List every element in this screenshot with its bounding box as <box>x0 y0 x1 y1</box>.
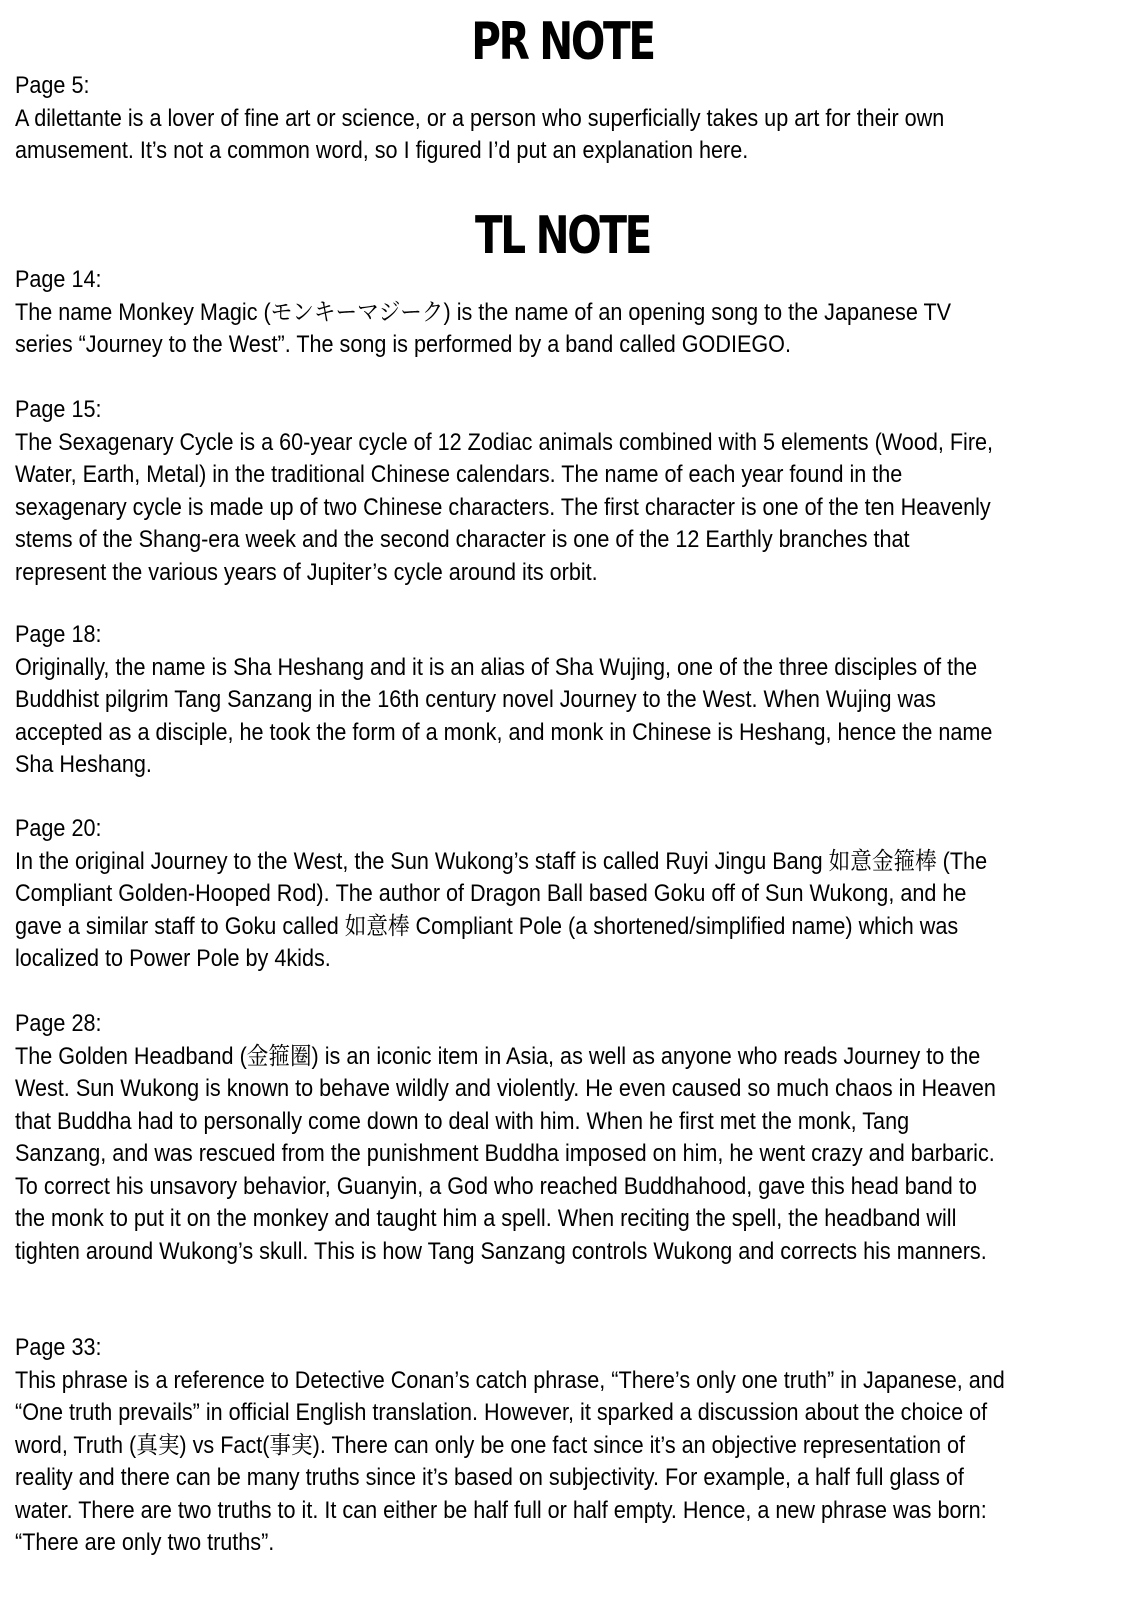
note-page-label: Page 18: <box>15 621 102 648</box>
note-page-28 <box>15 1008 1005 1268</box>
note-text: This phrase is a reference to Detective Conan’s catch phrase, “There’s only one truth” in Japanese, and “One truth prevails” in official English translation. However, it sparked a discussion about the choice of word, Truth (真実) vs Fact(事実). There can only be one fact since it’s an objective representation of reality and there can be many truths since it’s based on subjectivity. For example, a half full glass of water. There are two truths to it. It can either be half full or half empty. Hence, a new phrase was born: “There are only two truths”. <box>15 1366 1005 1556</box>
note-text: Originally, the name is Sha Heshang and it is an alias of Sha Wujing, one of the three disciples of the Buddhist pilgrim Tang Sanzang in the 16th century novel Journey to the West. When Wujing was accepted as a disciple, he took the form of a monk, and monk in Chinese is Heshang, hence the name Sha Heshang. <box>15 653 993 778</box>
note-text: The Sexagenary Cycle is a 60-year cycle of 12 Zodiac animals combined with 5 elements (Wood, Fire, Water, Earth, Metal) in the traditional Chinese calendars. The name of each year found in the sexagenary cycle is made up of two Chinese characters. The first character is one of the ten Heavenly stems of the Shang-era week and the second character is one of the 12 Earthly branches that represent the various years of Jupiter’s cycle around its orbit. <box>15 428 994 586</box>
note-text: The name Monkey Magic (モンキーマジーク) is the name of an opening song to the Japanese TV series “Journey to the West”. The song is performed by a band called GODIEGO. <box>15 298 952 358</box>
note-page-label: Page 28: <box>15 1010 102 1037</box>
note-page-33 <box>15 1332 1005 1560</box>
note-text: A dilettante is a lover of fine art or science, or a person who superficially takes up art for their own amusement. It’s not a common word, so I figured I’d put an explanation here. <box>15 104 945 164</box>
note-page-14 <box>15 264 1005 362</box>
note-page-label: Page 5: <box>15 72 90 99</box>
note-page-20 <box>15 813 1005 976</box>
note-page-15 <box>15 394 1005 589</box>
note-page-label: Page 14: <box>15 266 102 293</box>
note-text: The Golden Headband (金箍圈) is an iconic item in Asia, as well as anyone who reads Journey to the West. Sun Wukong is known to behave wildly and violently. He even caused so much chaos in Heaven that Buddha had to personally come down to deal with him. When he first met the monk, Tang Sanzang, and was rescued from the punishment Buddha imposed on him, he went crazy and barbaric. To correct his unsavory behavior, Guanyin, a God who reached Buddhahood, gave this head band to the monk to put it on the monkey and taught him a spell. When reciting the spell, the headband will tighten around Wukong’s skull. This is how Tang Sanzang controls Wukong and corrects his manners. <box>15 1042 996 1265</box>
note-text: In the original Journey to the West, the Sun Wukong’s staff is called Ruyi Jingu Bang 如意金箍棒 (The Compliant Golden-Hooped Rod). The author of Dragon Ball based Goku off of Sun Wukong, and he gave a similar staff to Goku called 如意棒 Compliant Pole (a shortened/simplified name) which was localized to Power Pole by 4kids. <box>15 847 988 972</box>
note-page-label: Page 20: <box>15 815 102 842</box>
note-page-label: Page 15: <box>15 396 102 423</box>
tl-note-title: TL NOTE <box>474 206 651 266</box>
note-page-18 <box>15 619 1005 782</box>
note-page-label: Page 33: <box>15 1334 102 1361</box>
pr-note-title: PR NOTE <box>471 12 654 72</box>
note-page-5 <box>15 70 1005 168</box>
